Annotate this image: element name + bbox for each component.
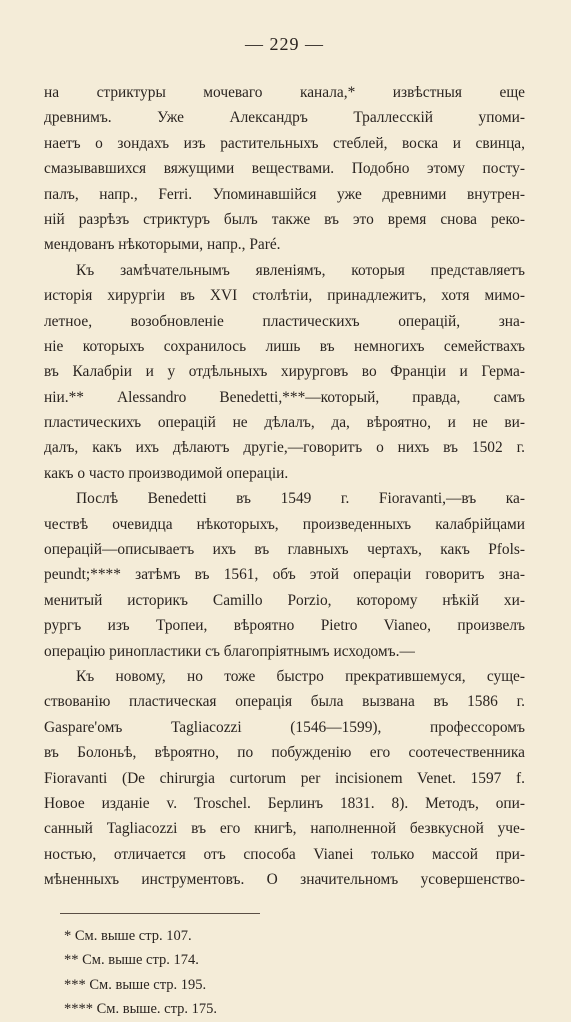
text-line: ностью, отличается отъ способа Vianei только массой при- [44, 845, 525, 863]
footnote: **** См. выше. стр. 175. [64, 1001, 217, 1018]
text-line: далъ, какъ ихъ дѣлаютъ другіе,—говоритъ о нихъ въ 1502 г. [44, 439, 525, 457]
text-line: чествѣ очевидца нѣкоторыхъ, произведенныхъ калабрійцами [44, 515, 525, 533]
text-line: менитый историкъ Camillo Porzio, которому нѣкій хи- [44, 591, 525, 609]
text-line: Gaspare'омъ Tagliacozzi (1546—1599), профессоромъ [44, 718, 525, 736]
text-line: мѣненныхъ инструментовъ. О значительномъ усовершенство- [44, 871, 525, 889]
text-line: ствованію пластическая операція была вызвана въ 1586 г. [44, 693, 525, 711]
text-line: ніе которыхъ сохранилось лишь въ немногихъ семействахъ [44, 337, 525, 355]
text-line: операцію ринопластики съ благопріятнымъ исходомъ.— [44, 642, 415, 660]
page-number-header: — 229 — [245, 34, 324, 54]
text-line: на стриктуры мочеваго канала,* извѣстныя еще [44, 84, 525, 101]
footnote: * См. выше стр. 107. [64, 927, 192, 944]
text-line: наетъ о зондахъ изъ растительныхъ стеблей, воска и свинца, [44, 134, 525, 152]
text-line: палъ, напр., Ferri. Упоминавшійся уже древними внутрен- [44, 185, 525, 203]
footnote-divider [60, 913, 260, 914]
text-line: какъ о часто производимой операціи. [44, 464, 289, 482]
text-line: исторія хирургіи въ XVI столѣтіи, принадлежитъ, хотя мимо- [44, 287, 525, 305]
text-line: Fioravanti (De chirurgia curtorum per incisionem Venet. 1597 f. [44, 769, 525, 787]
footnote-list [60, 924, 525, 1022]
text-line: въ Калабріи и у отдѣльныхъ хирурговъ во Франціи и Герма- [44, 363, 525, 381]
text-line: санный Tagliacozzi въ его книгѣ, наполненной безвкусной уче- [44, 820, 525, 838]
footnote: ** См. выше стр. 174. [64, 952, 199, 969]
text-line: летное, возобновленіе пластическихъ операцій, зна- [44, 312, 525, 330]
text-line: въ Болоньѣ, вѣроятно, по побужденію его соотечественника [44, 744, 525, 762]
text-line: ній разрѣзъ стриктуръ былъ также въ это время снова реко- [44, 210, 525, 228]
text-line: рургъ изъ Тропеи, вѣроятно Pietro Vianeo, произвелъ [44, 617, 525, 635]
text-line: Новое изданіе v. Troschel. Берлинъ 1831. 8). Методъ, опи- [44, 794, 525, 812]
text-line: древнимъ. Уже Александръ Траллесскій упоми- [44, 109, 525, 127]
text-line: Къ новому, но тоже быстро прекратившемуся, суще- [76, 667, 525, 685]
text-line: Къ замѣчательнымъ явленіямъ, которыя представляетъ [76, 261, 525, 279]
text-line: ніи.** Alessandro Benedetti,***—который, правда, самъ [44, 388, 525, 406]
footnote: *** См. выше стр. 195. [64, 976, 207, 993]
footnotes [44, 913, 525, 1022]
text-line: пластическихъ операцій не дѣлалъ, да, вѣроятно, и не ви- [44, 414, 525, 432]
text-line: peundt;**** затѣмъ въ 1561, объ этой операціи говоритъ зна- [44, 566, 525, 584]
text-line: операцій—описываетъ ихъ въ главныхъ чертахъ, какъ Pfols- [44, 541, 525, 559]
text-line: смазывавшихся вяжущими веществами. Подобно этому посту- [44, 160, 525, 178]
body-text [44, 80, 525, 893]
text-line: Послѣ Benedetti въ 1549 г. Fioravanti,—въ ка- [76, 490, 525, 508]
text-line: мендованъ нѣкоторыми, напр., Paré. [44, 236, 281, 254]
